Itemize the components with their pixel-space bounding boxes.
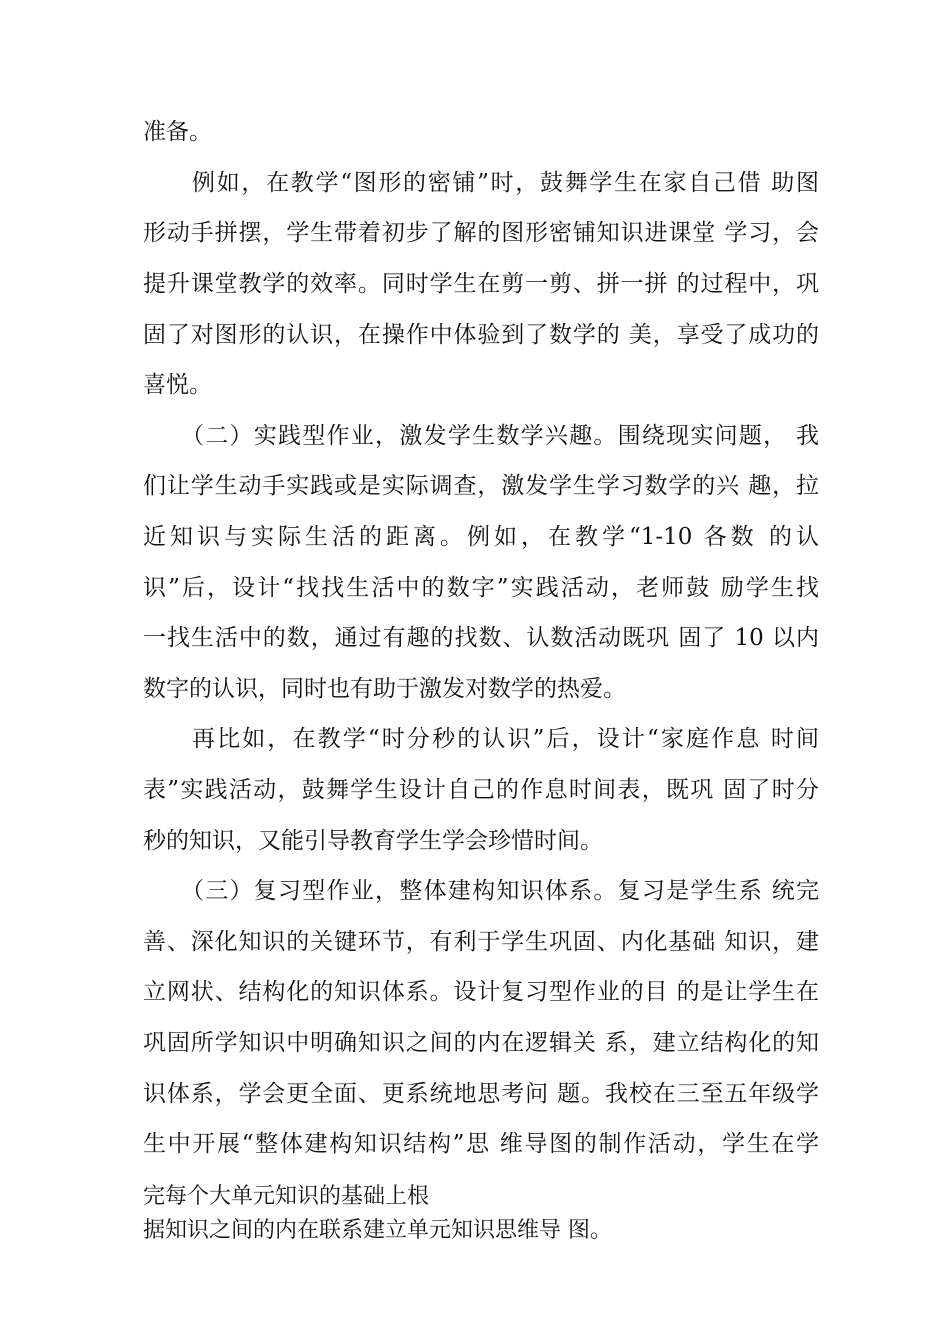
text-line: 生中开展“整体建构知识结构”思 维导图的制作活动，学生在学 bbox=[143, 1131, 819, 1157]
text-line: 再比如，在教学“时分秒的认识”后，设计“家庭作息 时间 bbox=[192, 726, 819, 752]
text-line: （三）复习型作业，整体建构知识体系。复习是学生系 统完 bbox=[181, 878, 819, 904]
text-line: 一找生活中的数，通过有趣的找数、认数活动既巩 固了 10 以内 bbox=[143, 625, 819, 651]
text-line: 善、深化知识的关键环节，有利于学生巩固、内化基础 知识，建 bbox=[143, 929, 819, 955]
text-line: 喜悦。 bbox=[143, 372, 212, 398]
text-line: 们让学生动手实践或是实际调查，激发学生学习数学的兴 趣，拉 bbox=[143, 473, 819, 499]
text-line: 识”后，设计“找找生活中的数字”实践活动，老师鼓 励学生找 bbox=[143, 575, 819, 601]
text-line: 固了对图形的认识，在操作中体验到了数学的 美，享受了成功的 bbox=[143, 322, 819, 348]
text-line: 提升课堂教学的效率。同时学生在剪一剪、拼一拼 的过程中，巩 bbox=[143, 271, 819, 297]
text-line: 立网状、结构化的知识体系。设计复习型作业的目 的是让学生在 bbox=[143, 979, 819, 1005]
text-line: 秒的知识，又能引导教育学生学会珍惜时间。 bbox=[143, 828, 603, 854]
text-line: 近知识与实际生活的距离。例如，在教学“1-10 各数 的认 bbox=[143, 524, 819, 550]
text-line: 数字的认识，同时也有助于激发对数学的热爱。 bbox=[143, 676, 626, 702]
text-line: 例如，在教学“图形的密铺”时，鼓舞学生在家自己借 助图 bbox=[192, 170, 819, 196]
text-line: （二）实践型作业，激发学生数学兴趣。围绕现实问题， 我 bbox=[181, 423, 819, 449]
text-line: 据知识之间的内在联系建立单元知识思维导 图。 bbox=[143, 1218, 612, 1243]
text-line: 表”实践活动，鼓舞学生设计自己的作息时间表，既巩 固了时分 bbox=[143, 777, 819, 803]
text-line: 准备。 bbox=[143, 119, 212, 145]
text-line: 形动手拼摆，学生带着初步了解的图形密铺知识进课堂 学习，会 bbox=[143, 220, 819, 246]
text-line: 识体系，学会更全面、更系统地思考问 题。我校在三至五年级学 bbox=[143, 1081, 819, 1107]
text-line: 完每个大单元知识的基础上根 bbox=[143, 1184, 430, 1209]
text-line: 巩固所学知识中明确知识之间的内在逻辑关 系，建立结构化的知 bbox=[143, 1030, 819, 1056]
